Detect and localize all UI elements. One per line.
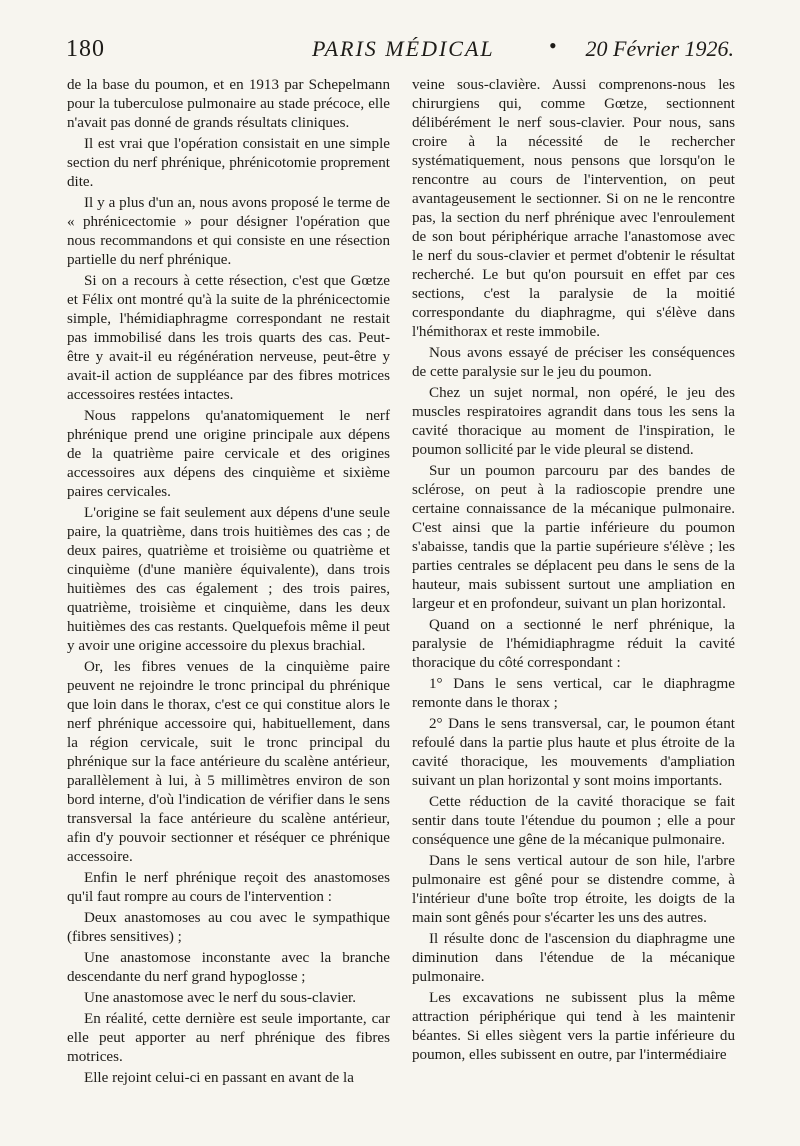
paragraph: de la base du poumon, et en 1913 par Schepelmann pour la tuberculose pulmonaire au stade précoce, elle n'avait pas donné de grands résultats cliniques. [67, 77, 390, 131]
paragraph: Les excavations ne subissent plus la même attraction périphérique qui tend à les maintenir béantes. Si elles siègent vers la partie inférieure du poumon, elles subissent en outre, par l'intermédiaire [412, 990, 735, 1063]
paragraph: 2° Dans le sens transversal, car, le poumon étant refoulé dans la partie plus haute et plus étroite de la cavité thoracique, les mouvements d'ampliation suivant un plan horizontal y sont moins importants. [412, 716, 735, 789]
paragraph: Sur un poumon parcouru par des bandes de sclérose, on peut à la radioscopie prendre une certaine connaissance de la mécanique pulmonaire. C'est ainsi que la partie inférieure du poumon s'abaisse, tandis que la partie supérieure s'élève ; les parties centrales se déplacent peu dans le sens de la hauteur, mais subissent surtout une ampliation en largeur et en profondeur, suivant un plan horizontal. [412, 463, 735, 612]
paragraph: Il est vrai que l'opération consistait en une simple section du nerf phrénique, phrénicotomie proprement dite. [67, 136, 390, 190]
paragraph: Elle rejoint celui-ci en passant en avant de la [84, 1070, 354, 1086]
page-number: 180 [66, 36, 105, 62]
paragraph: Si on a recours à cette résection, c'est que Gœtze et Félix ont montré qu'à la suite de la phrénicectomie simple, l'hémidiaphragme correspondant ne restait pas immobilisé dans les trois quarts des cas. Peut-être y avait-il eu régénération nerveuse, peut-être y avait-il action de suppléance par des fibres motrices accessoires restées intactes. [67, 273, 390, 403]
paragraph: Une anastomose avec le nerf du sous-clavier. [84, 990, 357, 1006]
paragraph: En réalité, cette dernière est seule importante, car elle peut apporter au nerf phrénique des fibres motrices. [67, 1011, 390, 1065]
paragraph: Quand on a sectionné le nerf phrénique, la paralysie de l'hémidiaphragme réduit la cavité thoracique du côté correspondant : [412, 617, 735, 671]
left-column [67, 76, 390, 1088]
right-column [412, 76, 735, 1065]
issue-date: 20 Février 1926. [585, 36, 734, 61]
paragraph: L'origine se fait seulement aux dépens d'une seule paire, la quatrième, dans trois huitièmes des cas ; de deux paires, quatrième et troisième ou quatrième et cinquième (d'une manière équivalente), dans trois huitièmes des cas également ; des trois paires, quatrième, troisième et cinquième, dans les deux huitièmes des cas restants. Quelquefois même il peut y avoir une origine accessoire du plexus brachial. [67, 505, 390, 654]
paragraph: Nous rappelons qu'anatomiquement le nerf phrénique prend une origine principale aux dépens de la quatrième paire cervicale et des origines accessoires aux dépens des cinquième et sixième paires cervicales. [67, 408, 390, 500]
paragraph: Or, les fibres venues de la cinquième paire peuvent ne rejoindre le tronc principal du phrénique que loin dans le thorax, c'est ce qui constitue alors le nerf phrénique accessoire qui, habituellement, dans la région cervicale, suit le tronc principal du phrénique sur la face antérieure du scalène antérieur, parallèlement à lui, à 5 millimètres environ de son bord interne, d'où l'indication de vérifier dans le sens transversal la face antérieure du scalène antérieur, afin d'y pouvoir sectionner et réséquer ce phrénique accessoire. [67, 659, 390, 865]
paragraph: 1° Dans le sens vertical, car le diaphragme remonte dans le thorax ; [412, 676, 735, 711]
paragraph: veine sous-clavière. Aussi comprenons-nous les chirurgiens qui, comme Gœtze, sectionnent délibérément le nerf sous-clavier. Pour nous, sans croire à la nécessité de le rechercher systématiquement, nous pensons que lorsqu'on le rencontre au cours de l'intervention, on peut avantageusement le sectionner. Si on ne le rencontre pas, la section du nerf phrénique avec l'enroulement de son bout périphérique arrache l'anastomose avec le nerf du sous-clavier et permet d'obtenir le résultat recherché. Le but qu'on poursuit en effet par ces sections, c'est la paralysie de la moitié correspondante du diaphragme, qui s'élève dans l'hémithorax et reste immobile. [412, 77, 735, 340]
paragraph: Chez un sujet normal, non opéré, le jeu des muscles respiratoires agrandit dans tous les sens la cavité thoracique au moment de l'inspiration, le poumon sollicité par le vide pleural se distend. [412, 385, 735, 458]
paragraph: Cette réduction de la cavité thoracique se fait sentir dans toute l'étendue du poumon ; elle a pour conséquence une gêne de la mécanique pulmonaire. [412, 794, 735, 848]
header-separator: • [549, 33, 557, 58]
paragraph: Il y a plus d'un an, nous avons proposé le terme de « phrénicectomie » pour désigner l'opération que nous recommandons et qui consiste en une résection partielle du nerf phrénique. [67, 195, 390, 268]
journal-title: PARIS MÉDICAL [312, 36, 495, 61]
running-header [66, 33, 734, 68]
paragraph: Dans le sens vertical autour de son hile, l'arbre pulmonaire est gêné pour se distendre comme, à l'intérieur d'une boîte trop étroite, les doigts de la main sont gênés pour s'écarter les uns des autres. [412, 853, 735, 926]
paragraph: Deux anastomoses au cou avec le sympathique (fibres sensitives) ; [67, 910, 390, 945]
paragraph: Une anastomose inconstante avec la branche descendante du nerf grand hypoglosse ; [67, 950, 390, 985]
paragraph: Il résulte donc de l'ascension du diaphragme une diminution dans l'étendue de la mécanique pulmonaire. [412, 931, 735, 985]
paragraph: Enfin le nerf phrénique reçoit des anastomoses qu'il faut rompre au cours de l'intervention : [67, 870, 390, 905]
paragraph: Nous avons essayé de préciser les conséquences de cette paralysie sur le jeu du poumon. [412, 345, 735, 380]
